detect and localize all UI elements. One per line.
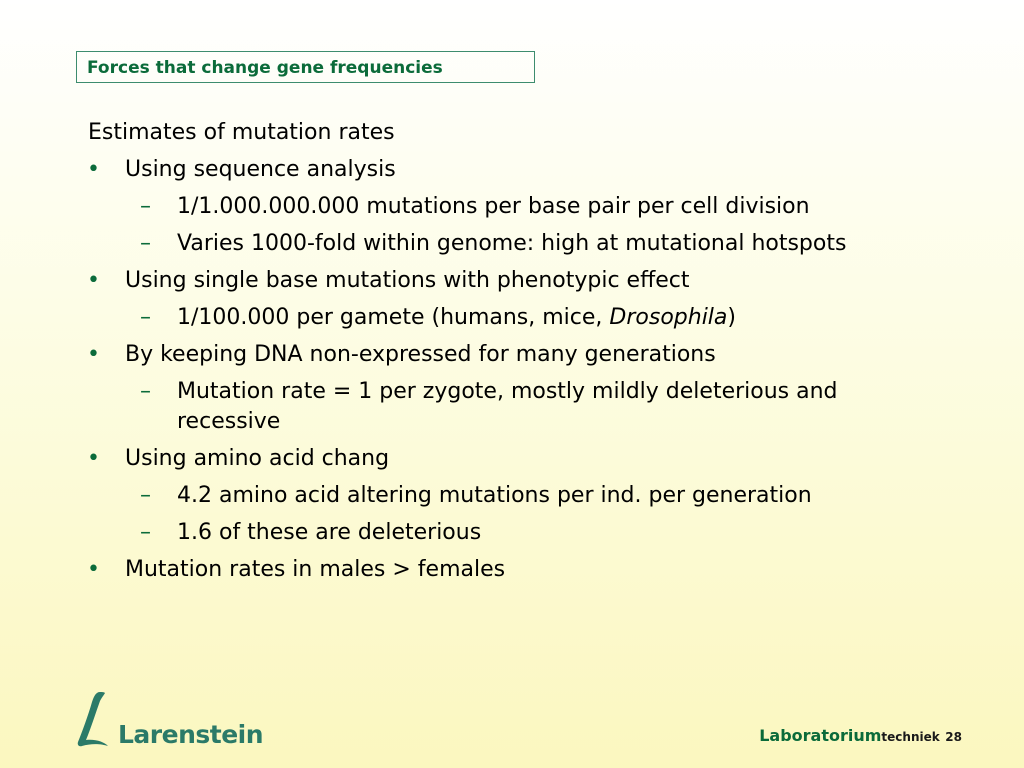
sub-bullet-item bbox=[88, 192, 968, 222]
sub-bullet-item bbox=[88, 229, 877, 259]
sub-bullet-text-after: ) bbox=[727, 305, 736, 330]
sub-bullet-text: 1/1.000.000.000 mutations per base pair per cell division bbox=[177, 194, 810, 219]
footer-label-big: Laboratorium bbox=[759, 726, 882, 745]
bullet-item bbox=[88, 340, 968, 370]
bullet-text: Using amino acid chang bbox=[125, 446, 390, 471]
sub-bullet-item bbox=[88, 481, 968, 511]
slide-body bbox=[88, 118, 968, 592]
dash-icon: – bbox=[140, 483, 151, 508]
bullet-text: Using single base mutations with phenotypic effect bbox=[125, 268, 690, 293]
sub-bullet-text-before: 1/100.000 per gamete (humans, mice, bbox=[177, 305, 610, 330]
bullet-item bbox=[88, 266, 968, 296]
bullet-item bbox=[88, 155, 968, 185]
logo-text: Larenstein bbox=[118, 720, 264, 749]
sub-bullet-item bbox=[88, 518, 968, 548]
bullet-item bbox=[88, 555, 968, 585]
sub-bullet-item bbox=[88, 377, 877, 437]
sub-bullet-text-italic: Drosophila bbox=[609, 305, 728, 330]
bullet-icon: • bbox=[87, 157, 100, 182]
bullet-icon: • bbox=[87, 446, 100, 471]
sub-bullet-text: 4.2 amino acid altering mutations per ind. per generation bbox=[177, 483, 812, 508]
footer bbox=[759, 726, 962, 745]
page-number: 28 bbox=[945, 730, 962, 744]
sub-bullet-text: Mutation rate = 1 per zygote, mostly mildly deleterious and recessive bbox=[177, 379, 838, 434]
sub-bullet-item bbox=[88, 303, 968, 333]
content-heading: Estimates of mutation rates bbox=[88, 120, 395, 145]
dash-icon: – bbox=[140, 305, 151, 330]
sub-bullet-text: 1.6 of these are deleterious bbox=[177, 520, 482, 545]
bullet-text: By keeping DNA non-expressed for many generations bbox=[125, 342, 716, 367]
slide-title: Forces that change gene frequencies bbox=[76, 51, 535, 83]
bullet-icon: • bbox=[87, 557, 100, 582]
bullet-icon: • bbox=[87, 268, 100, 293]
dash-icon: – bbox=[140, 194, 151, 219]
footer-label-small: techniek bbox=[881, 730, 940, 744]
bullet-icon: • bbox=[87, 342, 100, 367]
dash-icon: – bbox=[140, 231, 151, 256]
bullet-text: Mutation rates in males > females bbox=[125, 557, 506, 582]
sub-bullet-text: Varies 1000-fold within genome: high at mutational hotspots bbox=[177, 231, 847, 256]
dash-icon: – bbox=[140, 520, 151, 545]
bullet-item bbox=[88, 444, 968, 474]
dash-icon: – bbox=[140, 379, 151, 404]
bullet-text: Using sequence analysis bbox=[125, 157, 396, 182]
